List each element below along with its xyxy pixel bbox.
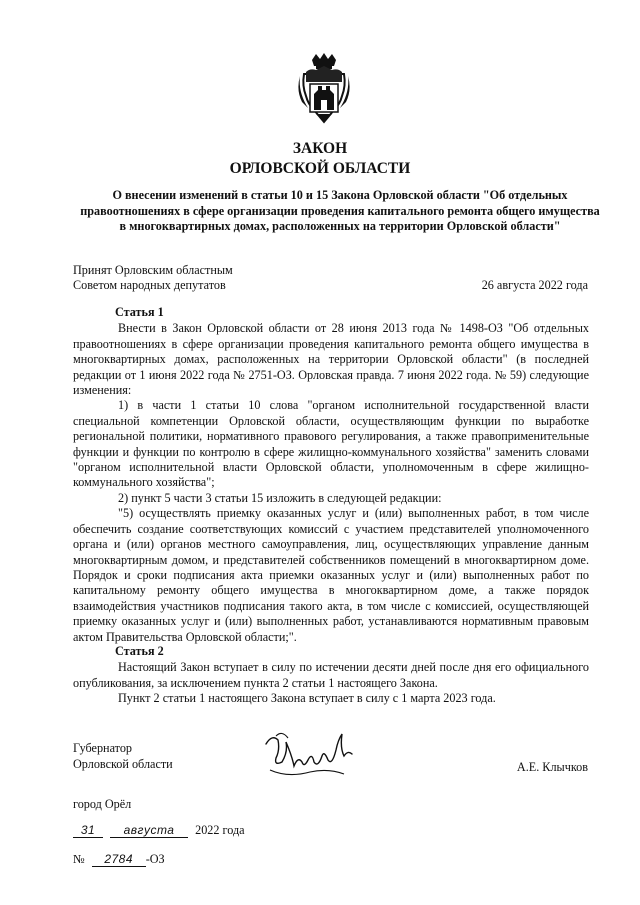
article-2 xyxy=(73,644,589,707)
coat-of-arms-icon xyxy=(298,52,350,126)
signing-date xyxy=(73,823,245,838)
governor-title-line-2: Орловской области xyxy=(73,756,173,771)
law-number xyxy=(73,852,165,867)
article-1-heading: Статья 1 xyxy=(115,305,164,319)
law-title: ЗАКОН xyxy=(292,140,348,157)
governor-name: А.Е. Клычков xyxy=(516,760,588,774)
article-1-item-2: 2) пункт 5 части 3 статьи 15 изложить в следующей редакции: xyxy=(118,490,442,505)
law-number-value: 2784 xyxy=(92,853,146,867)
article-1-item-2-text: "5) осуществлять приемку оказанных услуг и (или) выполненных работ, в том числе обеспечить создание соответствующих комиссий с участием представителей уполномоченного органа и (или) органов местного самоуправления, лиц, осуществляющих управление данным многоквартирным домом, и представителей собственников помещений в многоквартирном доме. Порядок и сроки подписания акта приемки оказанных услуг и (или) выполненных работ по капитальному ремонту общего имущества в многоквартирном доме, а также порядок взаимодействия участников подписания такого акта, в том числе с комиссией, осуществляющей приемку оказанных услуг и (или) выполненных работ, устанавливаются нормативным правовым актом Правительства Орловской области;". xyxy=(73,506,589,644)
article-1-intro: Внести в Закон Орловской области от 28 июня 2013 года № 1498-ОЗ "Об отдельных правоотношениях в сфере организации проведения капитального ремонта общего имущества в многоквартирных домах, расположенных на территории Орловской области" (в последней редакции от 1 июня 2022 года № 2751-ОЗ. Орловская правда. 7 июня 2022 года. № 59) следующие изменения: xyxy=(73,321,589,398)
governor-title-line-1: Губернатор xyxy=(73,741,133,755)
law-number-suffix: -ОЗ xyxy=(145,852,165,866)
adoption-date: 26 августа 2022 года xyxy=(481,278,588,292)
governor-title xyxy=(73,741,173,772)
adoption-line-2: Советом народных депутатов xyxy=(73,278,226,292)
adoption-line-1: Принят Орловским областным xyxy=(73,263,233,277)
article-1 xyxy=(73,305,589,645)
law-subtitle: О внесении изменений в статьи 10 и 15 Закона Орловской области "Об отдельных правоотношениях в сфере организации проведения капитального ремонта общего имущества в многоквартирных домах, расположенных на территории Орловской области" xyxy=(80,188,600,233)
signing-day: 31 xyxy=(73,824,103,838)
article-2-para-1: Настоящий Закон вступает в силу по истечении десяти дней после дня его официального опубликования, за исключением пункта 2 статьи 1 настоящего Закона. xyxy=(73,660,589,690)
article-2-heading: Статья 2 xyxy=(115,644,164,658)
article-1-item-1: 1) в части 1 статьи 10 слова "органом исполнительной государственной власти специальной компетенции Орловской области, осуществляющим функции по выработке региональной политики, нормативного правового регулирования, а также правоприменительные функции и функции по контролю в сфере жилищно-коммунального хозяйства" заменить словами "органом исполнительной власти Орловской области, уполномоченным в сфере жилищно-коммунального хозяйства"; xyxy=(73,398,589,490)
city: город Орёл xyxy=(73,797,132,811)
handwritten-signature xyxy=(258,726,358,782)
law-region-title: ОРЛОВСКОЙ ОБЛАСТИ xyxy=(229,160,411,177)
signing-month: августа xyxy=(110,824,188,838)
signing-year: 2022 года xyxy=(195,823,245,837)
law-number-prefix: № xyxy=(73,852,85,866)
article-2-para-2: Пункт 2 статьи 1 настоящего Закона вступает в силу с 1 марта 2023 года. xyxy=(118,691,496,706)
adoption-block xyxy=(73,263,233,293)
